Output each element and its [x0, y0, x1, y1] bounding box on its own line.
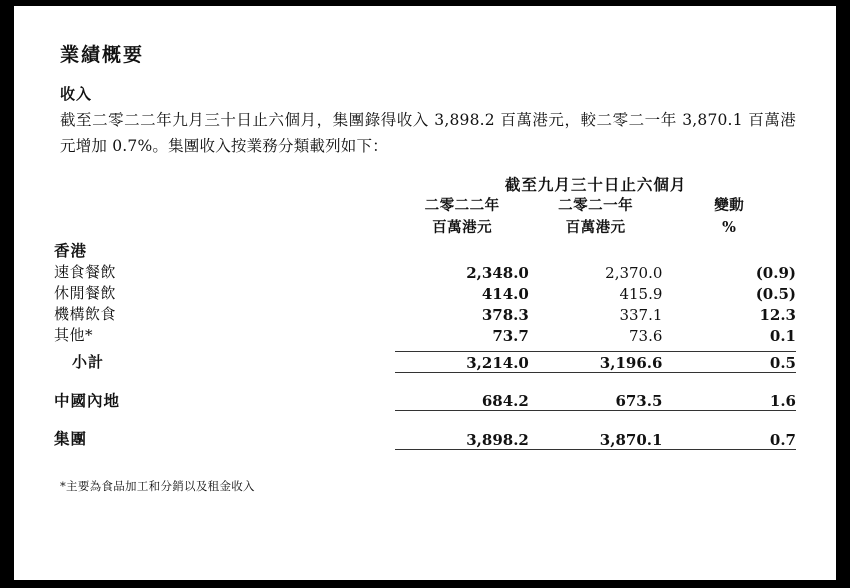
- period-header: 截至九月三十日止六個月: [504, 175, 687, 195]
- table-row: [54, 303, 796, 324]
- row-value-2021: 415.9: [619, 284, 663, 303]
- row-label: 休閒餐飲: [54, 283, 117, 302]
- row-value-change: 12.3: [759, 305, 796, 324]
- row-value-2021: 2,370.0: [605, 263, 663, 282]
- row-value-change: 0.1: [769, 326, 796, 345]
- table-column-header-row: [54, 195, 796, 239]
- mainland-label: 中國內地: [54, 390, 121, 410]
- section-spacer: [54, 379, 796, 389]
- mainland-value-change: 1.6: [769, 392, 796, 411]
- revenue-table: [54, 173, 796, 456]
- group-total-value-2022: 3,898.2: [466, 430, 529, 449]
- table-row: [54, 282, 796, 303]
- group-total-value-change: 0.7: [769, 430, 796, 449]
- subtotal-value-2021: 3,196.6: [529, 351, 663, 372]
- column-header-2021-line2: 百萬港元: [565, 218, 626, 236]
- subtotal-value-2022: 3,214.0: [395, 351, 529, 372]
- row-value-2022: 73.7: [492, 326, 529, 345]
- group-header-hongkong: [54, 239, 796, 261]
- column-header-2022-line1: 二零二二年: [424, 197, 500, 215]
- mainland-value-2022: 684.2: [481, 392, 529, 411]
- table-row: [54, 324, 796, 345]
- group-total-row: [54, 427, 796, 449]
- subtotal-row-hongkong: [54, 351, 796, 372]
- row-value-2022: 2,348.0: [466, 263, 529, 282]
- row-label: 機構飲食: [54, 304, 117, 323]
- intro-paragraph: 截至二零二二年九月三十日止六個月，集團錄得收入 3,898.2 百萬港元，較二零二一年 3,870.1 百萬港元增加 0.7%。集團收入按業務分類載列如下：: [60, 111, 796, 155]
- column-header-change-line2: %: [722, 218, 737, 236]
- column-header-2021: [529, 195, 663, 239]
- row-value-2021: 73.6: [629, 326, 663, 345]
- section-spacer: [54, 417, 796, 427]
- table-period-header-row: [54, 173, 796, 195]
- row-value-2021: 337.1: [619, 305, 663, 324]
- row-value-change: (0.9): [755, 263, 796, 282]
- row-label: 速食餐飲: [54, 262, 117, 281]
- group-label-hongkong: 香港: [54, 240, 88, 260]
- column-header-2021-line1: 二零二一年: [558, 197, 634, 215]
- column-header-change-line1: 變動: [714, 197, 745, 215]
- subsection-title: 收入: [60, 85, 93, 103]
- document-page: [14, 6, 836, 580]
- group-total-value-2021: 3,870.1: [599, 430, 663, 449]
- mainland-value-2021: 673.5: [615, 392, 663, 411]
- row-value-2022: 414.0: [481, 284, 529, 303]
- row-value-change: (0.5): [755, 284, 796, 303]
- column-header-2022: [395, 195, 529, 239]
- row-value-2022: 378.3: [481, 305, 529, 324]
- row-label: 其他*: [54, 325, 94, 344]
- rule-spacer: [54, 449, 796, 456]
- table-row: [54, 261, 796, 282]
- mainland-row: [54, 389, 796, 411]
- footnote: *主要為食品加工和分銷以及租金收入: [60, 478, 255, 493]
- group-total-label: 集團: [54, 429, 88, 449]
- column-header-2022-line2: 百萬港元: [432, 218, 493, 236]
- subtotal-value-change: 0.5: [662, 351, 796, 372]
- page-title: 業績概要: [60, 44, 145, 66]
- subtotal-label: 小計: [72, 353, 105, 372]
- column-header-change: [662, 195, 796, 239]
